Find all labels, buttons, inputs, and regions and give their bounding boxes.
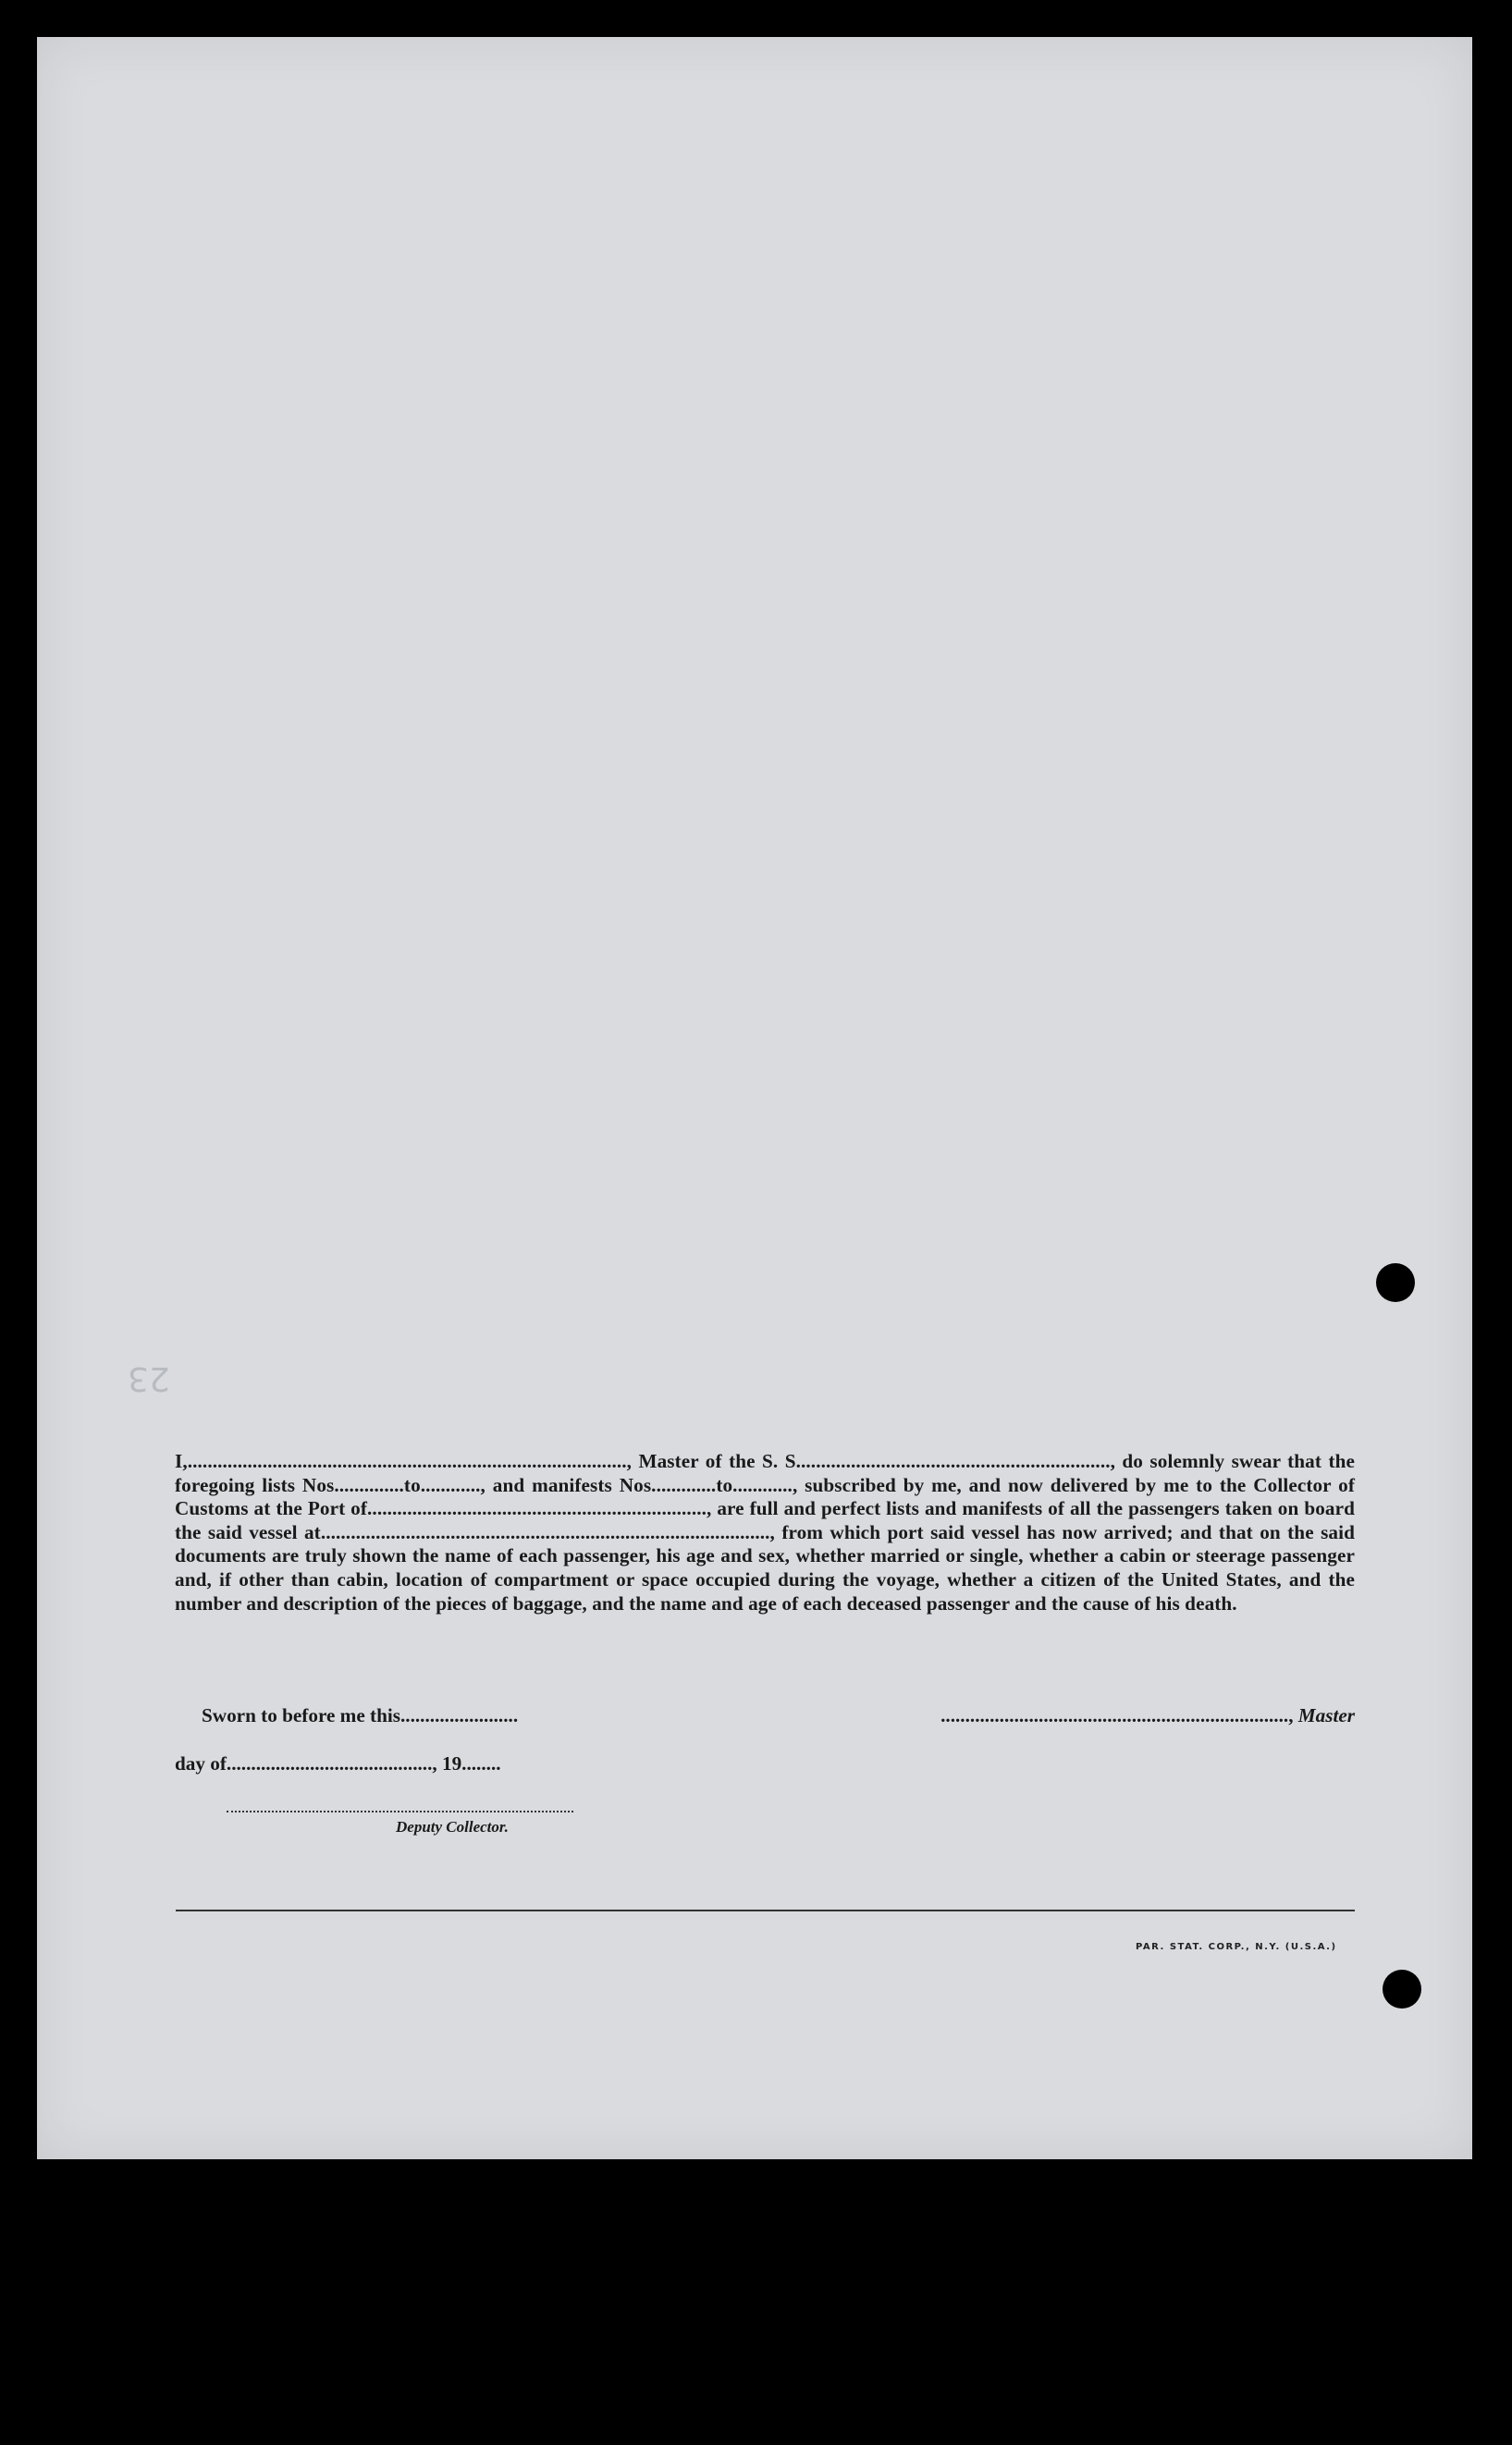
oath-text: I,........................................................................................, Master of the S. S..............................................................., do solemnly swear that the foregoing lists Nos..............to............, and manifests Nos.............to............, subscribed by me, and now delivered by me to the Collector of Customs at the Port of...................................................................., are full and perfect lists and manifests of all the passengers taken on board the said vessel at.........................................................................................., from which port said vessel has now arrived; and that on the said documents are truly shown the name of each passenger, his age and sex, whether married or single, whether a cabin or steerage passenger and, if other than cabin, location of compartment or space occupied during the voyage, whether a citizen of the United States, and the number and description of the pieces of baggage, and the name and age of each deceased passenger and the cause of his death. — [175, 1450, 1355, 1615]
deputy-collector-label: Deputy Collector. — [396, 1818, 509, 1836]
footer-rule — [176, 1910, 1355, 1911]
document-page — [37, 37, 1472, 2159]
bleed-through-mark: 23 — [128, 1359, 170, 1397]
deputy-signature-line — [227, 1811, 573, 1812]
oath-paragraph — [175, 1450, 1355, 1616]
master-label: Master — [1297, 1704, 1355, 1726]
master-signature-line — [877, 1704, 1355, 1727]
sworn-line: Sworn to before me this........................ — [202, 1704, 519, 1726]
punch-hole — [1383, 1970, 1421, 2009]
master-dots: ......................................................................., — [940, 1704, 1294, 1726]
day-of-line: day of.........................................., 19........ — [175, 1752, 501, 1775]
printer-mark: PAR. STAT. CORP., N.Y. (U.S.A.) — [1136, 1942, 1337, 1952]
punch-hole — [1376, 1263, 1415, 1302]
